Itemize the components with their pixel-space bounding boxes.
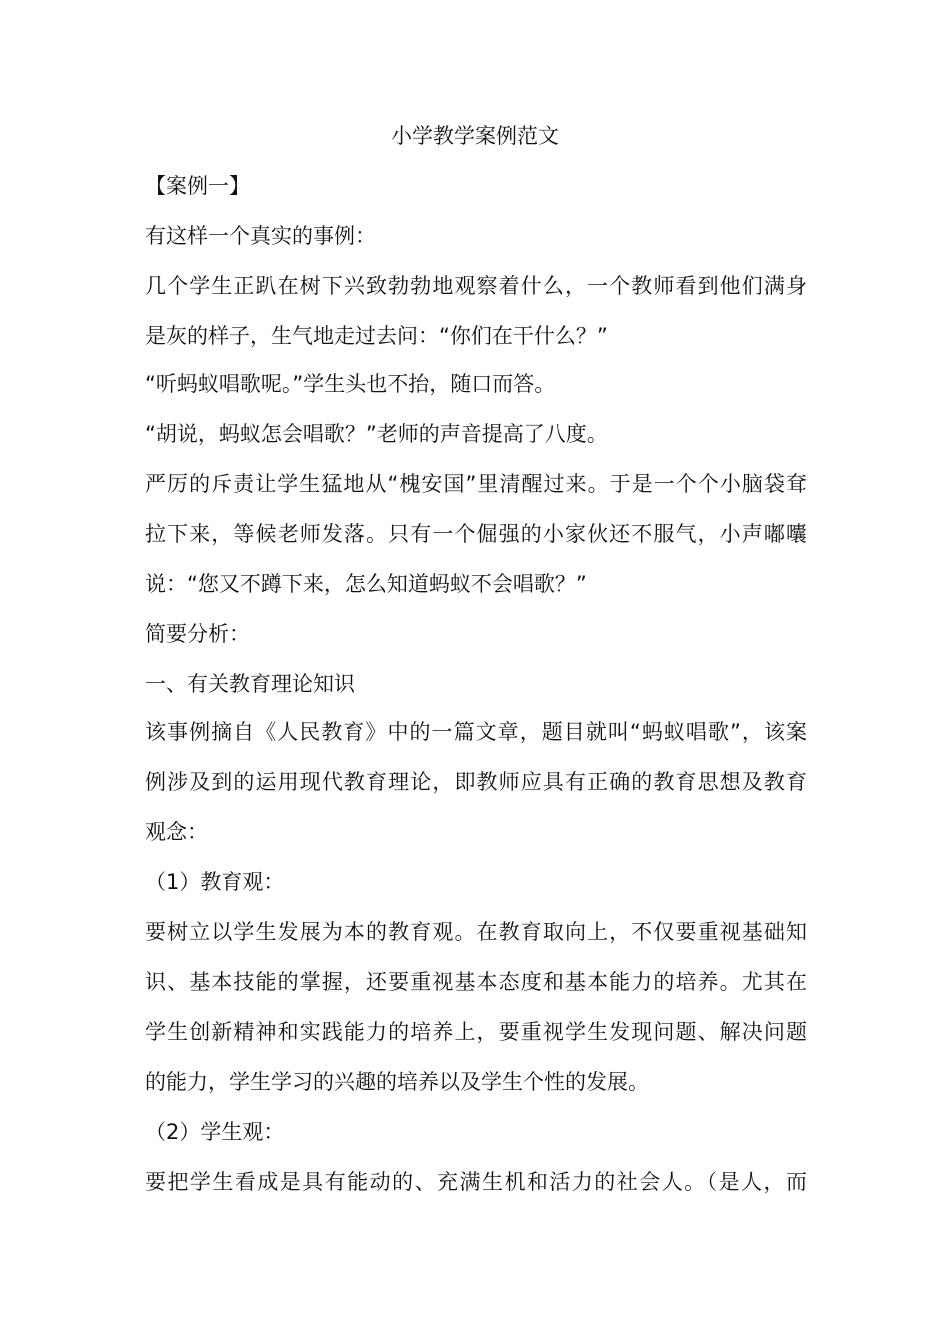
section-heading: 简要分析： [145,622,250,646]
subsection-heading: （2）学生观： [145,1120,285,1144]
paragraph-line: 例涉及到的运用现代教育理论，即教师应具有正确的教育思想及教育 [145,770,807,794]
paragraph-line: 有这样一个真实的事例： [145,224,376,248]
case-heading: 【案例一】 [145,174,250,198]
paragraph-line: 观念： [145,820,208,844]
paragraph-line: 的能力，学生学习的兴趣的培养以及学生个性的发展。 [145,1070,649,1094]
paragraph-line: “胡说，蚂蚁怎会唱歌？”老师的声音提高了八度。 [145,422,608,446]
paragraph-line: 要把学生看成是具有能动的、充满生机和活力的社会人。（是人，而 [145,1170,807,1194]
paragraph-line: 识、基本技能的掌握，还要重视基本态度和基本能力的培养。尤其在 [145,970,807,994]
paragraph-line: 严厉的斥责让学生猛地从“槐安国”里清醒过来。于是一个个小脑袋耷 [145,472,807,496]
document-title: 小学教学案例范文 [391,124,559,148]
paragraph-line: 说：“您又不蹲下来，怎么知道蚂蚁不会唱歌？” [145,572,587,596]
paragraph-line: 要树立以学生发展为本的教育观。在教育取向上，不仅要重视基础知 [145,920,807,944]
subsection-heading: （1）教育观： [145,870,285,894]
paragraph-line: 拉下来，等候老师发落。只有一个倔强的小家伙还不服气，小声嘟囔 [145,522,807,546]
paragraph-line: 几个学生正趴在树下兴致勃勃地观察着什么，一个教师看到他们满身 [145,274,807,298]
paragraph-line: 学生创新精神和实践能力的培养上，要重视学生发现问题、解决问题 [145,1020,807,1044]
section-heading: 一、有关教育理论知识 [145,672,355,696]
paragraph-line: 是灰的样子，生气地走过去问：“你们在干什么？” [145,324,608,348]
paragraph-line: “听蚂蚁唱歌呢。”学生头也不抬，随口而答。 [145,372,556,396]
paragraph-line: 该事例摘自《人民教育》中的一篇文章，题目就叫“蚂蚁唱歌”，该案 [145,720,807,744]
